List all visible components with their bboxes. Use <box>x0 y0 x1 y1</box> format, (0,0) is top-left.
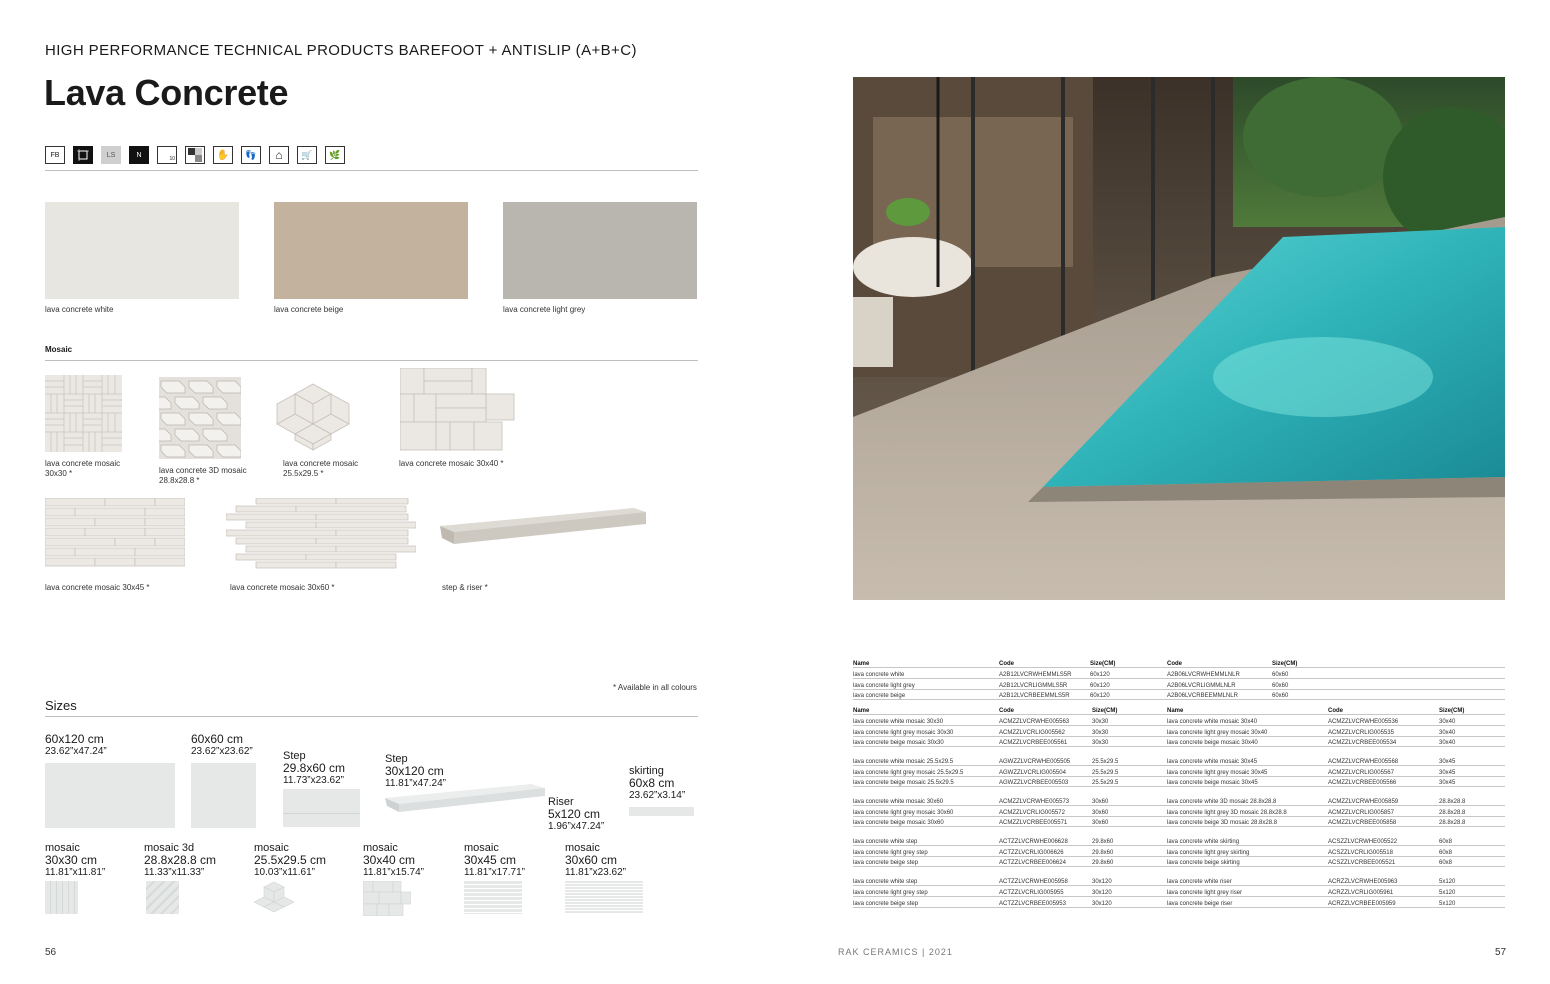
table-spacer-cell <box>853 787 999 795</box>
table-spacer-cell <box>1439 787 1505 795</box>
size-60x120-tile <box>45 763 175 828</box>
table-cell: 60x8 <box>1439 846 1505 857</box>
table-row <box>853 875 1505 886</box>
mosaic-size-30x40-name: mosaic <box>363 842 398 854</box>
table-cell: ACSZZLVCRLIG005518 <box>1328 846 1439 857</box>
table-cell: lava concrete beige riser <box>1167 896 1328 907</box>
sizes-heading: Sizes <box>45 698 77 713</box>
table-header-cell: Size(CM) <box>1272 657 1505 668</box>
mosaic-25x29-label: lava concrete mosaic 25.5x29.5 * <box>283 459 359 478</box>
mosaic-30x30-image <box>45 375 122 452</box>
table-group-gap <box>853 867 1505 875</box>
table-cell: lava concrete white riser <box>1167 875 1328 886</box>
table-cell: ACTZZLVCRBEE006624 <box>999 856 1092 867</box>
table-header-cell: Name <box>853 704 999 715</box>
mosaic-size-25x29 <box>254 842 326 879</box>
mosaic-size-30x60-cm: 30x60 cm <box>565 853 618 867</box>
table-cell: ACMZZLVCRBEE005534 <box>1328 736 1439 747</box>
spec-table-accessories <box>853 704 1505 908</box>
table-cell: ACTZZLVCRBEE005953 <box>999 896 1092 907</box>
feature-icons <box>45 146 345 164</box>
table-cell: lava concrete beige <box>853 689 999 700</box>
mosaic-size-30x60 <box>565 842 626 879</box>
table-spacer-cell <box>1167 867 1328 875</box>
table-row <box>853 755 1505 766</box>
size-step-29 <box>283 750 345 787</box>
table-cell: 30x30 <box>1092 725 1167 736</box>
size-riser <box>548 796 604 833</box>
table-spacer-cell <box>1328 867 1439 875</box>
mosaic-30x40-label: lava concrete mosaic 30x40 * <box>399 459 504 468</box>
catalog-supertitle: HIGH PERFORMANCE TECHNICAL PRODUCTS BAREFOOT + ANTISLIP (A+B+C) <box>45 42 637 59</box>
size-step-30-cm: 30x120 cm <box>385 764 444 778</box>
mosaic-3d-label: lava concrete 3D mosaic 28.8x28.8 * <box>159 466 247 485</box>
table-cell: ACMZZLVCRBEE005858 <box>1328 816 1439 827</box>
table-row <box>853 736 1505 747</box>
table-cell: ACSZZLVCRBEE005521 <box>1328 856 1439 867</box>
table-spacer-cell <box>1439 827 1505 835</box>
size-step-30-tile <box>385 784 545 824</box>
table-spacer-cell <box>1328 747 1439 755</box>
table-cell: lava concrete light grey mosaic 30x45 <box>1167 765 1328 776</box>
step-riser-image <box>440 504 646 546</box>
hand-icon: ✋ <box>213 146 233 164</box>
pool-photo <box>853 77 1505 600</box>
size-skirting-cm: 60x8 cm <box>629 776 675 790</box>
size-step-29-name: Step <box>283 750 306 762</box>
mosaic-size-30x45-cm: 30x45 cm <box>464 853 517 867</box>
table-spacer-cell <box>1092 867 1167 875</box>
table-row <box>853 795 1505 806</box>
table-spacer-cell <box>999 747 1092 755</box>
table-cell: 28.8x28.8 <box>1439 795 1505 806</box>
mosaic-size-30x60-name: mosaic <box>565 842 600 854</box>
mosaic-30x60-label: lava concrete mosaic 30x60 * <box>230 583 335 592</box>
table-group-gap <box>853 827 1505 835</box>
home-icon: ⌂ <box>269 146 289 164</box>
mosaic-3d-image <box>159 377 241 459</box>
size-60x120 <box>45 733 107 758</box>
size-step-29-tile <box>283 789 360 827</box>
table-cell: lava concrete light grey <box>853 678 999 689</box>
mosaic-size-30x40-inch: 11.81”x15.74” <box>363 867 424 878</box>
outdoor-icon: 🌿 <box>325 146 345 164</box>
table-row <box>853 715 1505 726</box>
table-cell: lava concrete light grey mosaic 30x60 <box>853 806 999 817</box>
table-cell: 30x40 <box>1439 736 1505 747</box>
table-cell: 5x120 <box>1439 886 1505 897</box>
table-cell: lava concrete white mosaic 30x30 <box>853 715 999 726</box>
mosaic-heading: Mosaic <box>45 345 73 354</box>
table-cell: 30x60 <box>1092 795 1167 806</box>
mosaic-size-30x30-name: mosaic <box>45 842 80 854</box>
table-cell: ACRZZLVCRLIG005961 <box>1328 886 1439 897</box>
table-cell: lava concrete white mosaic 30x45 <box>1167 755 1328 766</box>
table-cell: 30x60 <box>1092 806 1167 817</box>
table-spacer-cell <box>1092 747 1167 755</box>
size-step-30-inch: 11.81”x47.24” <box>385 778 446 789</box>
table-cell: 30x45 <box>1439 755 1505 766</box>
table-header-cell: Size(CM) <box>1439 704 1505 715</box>
table-cell: ACRZZLVCRWHE005963 <box>1328 875 1439 886</box>
table-cell: AGWZZLVCRLIG005504 <box>999 765 1092 776</box>
mosaic-size-30x45-inch: 11.81”x17.71” <box>464 867 525 878</box>
page-number-right: 57 <box>1495 947 1507 958</box>
table-row <box>853 886 1505 897</box>
n-icon: N <box>129 146 149 164</box>
table-spacer-cell <box>1167 747 1328 755</box>
size-skirting-tile <box>629 807 694 816</box>
table-cell: lava concrete white <box>853 668 999 679</box>
swatch-beige <box>274 202 468 299</box>
table-cell: 60x120 <box>1090 678 1167 689</box>
mosaic-size-30x30-cm: 30x30 cm <box>45 853 98 867</box>
swatch-label-beige: lava concrete beige <box>274 305 344 314</box>
table-cell: 30x120 <box>1092 896 1167 907</box>
table-cell: lava concrete light grey mosaic 30x40 <box>1167 725 1328 736</box>
table-row <box>853 856 1505 867</box>
mosaic-size-30x30-inch: 11.81”x11.81” <box>45 867 106 878</box>
table-spacer-cell <box>999 827 1092 835</box>
table-cell: A2B12LVCRLIGMMLS5R <box>999 678 1090 689</box>
mosaic-size-3d <box>144 842 216 879</box>
table-cell: ACSZZLVCRWHE005522 <box>1328 835 1439 846</box>
table-spacer-cell <box>853 747 999 755</box>
table-row <box>853 678 1505 689</box>
table-cell: ACMZZLVCRBEE005561 <box>999 736 1092 747</box>
table-cell: 30x30 <box>1092 715 1167 726</box>
table-cell: 30x120 <box>1092 875 1167 886</box>
table-cell: lava concrete white mosaic 25.5x29.5 <box>853 755 999 766</box>
swatch-light-grey <box>503 202 697 299</box>
availability-note: * Available in all colours <box>613 683 697 692</box>
table-cell: 29.8x60 <box>1092 846 1167 857</box>
table-cell: A2B12LVCRWHEMMLS5R <box>999 668 1090 679</box>
mosaic-size-3d-tile <box>146 881 179 914</box>
size-skirting-name: skirting <box>629 765 664 777</box>
mosaic-size-30x45-name: mosaic <box>464 842 499 854</box>
table-cell: 25.5x29.5 <box>1092 765 1167 776</box>
page-number-left: 56 <box>45 947 57 958</box>
table-cell: ACMZZLVCRWHE005859 <box>1328 795 1439 806</box>
table-cell: ACMZZLVCRLIG005857 <box>1328 806 1439 817</box>
table-cell: ACMZZLVCRLIG005567 <box>1328 765 1439 776</box>
table-cell: AGWZZLVCRWHE005505 <box>999 755 1092 766</box>
size-60x60-inch: 23.62”x23.62” <box>191 746 253 757</box>
table-group-gap <box>853 787 1505 795</box>
table-spacer-cell <box>853 827 999 835</box>
mosaic-size-30x45-tile <box>464 881 522 914</box>
size-riser-cm: 5x120 cm <box>548 807 601 821</box>
step-riser-label: step & riser * <box>442 583 488 592</box>
mosaic-25x29-image <box>275 382 352 452</box>
mosaic-size-3d-inch: 11.33”x11.33” <box>144 867 205 878</box>
table-cell: ACMZZLVCRLIG005535 <box>1328 725 1439 736</box>
table-cell: 30x45 <box>1439 776 1505 787</box>
mosaic-size-3d-name: mosaic 3d <box>144 842 195 854</box>
table-cell: lava concrete beige skirting <box>1167 856 1328 867</box>
table-spacer-cell <box>999 867 1092 875</box>
mosaic-size-30x60-tile <box>565 881 643 914</box>
table-cell: lava concrete beige mosaic 25.5x29.5 <box>853 776 999 787</box>
table-cell: A2B12LVCRBEEMMLS5R <box>999 689 1090 700</box>
table-spacer-cell <box>1439 747 1505 755</box>
table-cell: 60x8 <box>1439 835 1505 846</box>
mosaic-size-30x30 <box>45 842 105 879</box>
mosaic-size-3d-cm: 28.8x28.8 cm <box>144 853 217 867</box>
mosaic-size-30x45 <box>464 842 525 879</box>
table-spacer-cell <box>853 867 999 875</box>
size-60x120-inch: 23.62”x47.24” <box>45 746 107 757</box>
table-cell: lava concrete white skirting <box>1167 835 1328 846</box>
table-cell: lava concrete white mosaic 30x60 <box>853 795 999 806</box>
table-cell: 28.8x28.8 <box>1439 816 1505 827</box>
table-cell: ACTZZLVCRLIG005955 <box>999 886 1092 897</box>
size-60x60-cm: 60x60 cm <box>191 732 244 746</box>
table-header-cell: Name <box>853 657 999 668</box>
table-cell: 30x30 <box>1092 736 1167 747</box>
divider-mosaic <box>45 360 698 361</box>
table-spacer-cell <box>1328 827 1439 835</box>
table-row <box>853 776 1505 787</box>
table-spacer-cell <box>1092 787 1167 795</box>
table-cell: ACMZZLVCRWHE005563 <box>999 715 1092 726</box>
table-cell: lava concrete light grey step <box>853 886 999 897</box>
table-cell: lava concrete beige 3D mosaic 28.8x28.8 <box>1167 816 1328 827</box>
table-cell: 30x40 <box>1439 725 1505 736</box>
table-cell: lava concrete white step <box>853 835 999 846</box>
table-cell: lava concrete light grey mosaic 25.5x29.5 <box>853 765 999 776</box>
table-cell: 28.8x28.8 <box>1439 806 1505 817</box>
swatch-label-light-grey: lava concrete light grey <box>503 305 586 314</box>
page-title: Lava Concrete <box>44 72 289 113</box>
table-header-cell: Size(CM) <box>1092 704 1167 715</box>
table-cell: 60x120 <box>1090 689 1167 700</box>
size-step-29-inch: 11.73”x23.62” <box>283 775 344 786</box>
mosaic-size-25x29-name: mosaic <box>254 842 289 854</box>
table-cell: lava concrete white mosaic 30x40 <box>1167 715 1328 726</box>
table-cell: ACMZZLVCRWHE005536 <box>1328 715 1439 726</box>
table-cell: 30x40 <box>1439 715 1505 726</box>
size-60x60 <box>191 733 253 758</box>
table-row <box>853 846 1505 857</box>
table-cell: lava concrete white 3D mosaic 28.8x28.8 <box>1167 795 1328 806</box>
barefoot-icon: 👣 <box>241 146 261 164</box>
table-cell: 29.8x60 <box>1092 856 1167 867</box>
table-cell: lava concrete beige mosaic 30x40 <box>1167 736 1328 747</box>
table-header-row <box>853 657 1505 668</box>
mosaic-size-25x29-cm: 25.5x29.5 cm <box>254 853 327 867</box>
table-cell: lava concrete beige mosaic 30x45 <box>1167 776 1328 787</box>
size-60x120-cm: 60x120 cm <box>45 732 104 746</box>
table-cell: ACTZZLVCRWHE005958 <box>999 875 1092 886</box>
swatch-white <box>45 202 239 299</box>
table-cell: 60x120 <box>1090 668 1167 679</box>
mosaic-30x30-label: lava concrete mosaic 30x30 * <box>45 459 121 478</box>
table-cell: 60x60 <box>1272 668 1505 679</box>
table-cell: ACTZZLVCRWHE006628 <box>999 835 1092 846</box>
table-cell: 5x120 <box>1439 896 1505 907</box>
table-group-gap <box>853 747 1505 755</box>
table-cell: lava concrete light grey skirting <box>1167 846 1328 857</box>
divider-top <box>45 170 698 171</box>
table-cell: ACTZZLVCRLIG006626 <box>999 846 1092 857</box>
size-step-30-name: Step <box>385 753 408 765</box>
size-riser-inch: 1.96”x47.24” <box>548 821 605 832</box>
mosaic-size-30x30-tile <box>45 881 78 914</box>
mosaic-size-30x40-tile <box>363 881 411 916</box>
table-header-cell: Code <box>999 704 1092 715</box>
mosaic-size-25x29-tile <box>254 881 294 914</box>
table-cell: lava concrete white step <box>853 875 999 886</box>
table-cell: lava concrete light grey step <box>853 846 999 857</box>
ls-icon: LS <box>101 146 121 164</box>
thickness-icon-label: 10 <box>169 156 175 162</box>
table-cell: ACMZZLVCRLIG005572 <box>999 806 1092 817</box>
table-row <box>853 896 1505 907</box>
table-cell: lava concrete beige step <box>853 896 999 907</box>
table-cell: 25.5x29.5 <box>1092 755 1167 766</box>
table-header-cell: Code <box>1167 657 1272 668</box>
table-cell: AGWZZLVCRBEE005503 <box>999 776 1092 787</box>
mosaic-size-30x40-cm: 30x40 cm <box>363 853 416 867</box>
accessory-table-body <box>853 715 1505 907</box>
table-header-cell: Code <box>1328 704 1439 715</box>
fb-icon: FB <box>45 146 65 164</box>
table-cell: lava concrete beige mosaic 30x60 <box>853 816 999 827</box>
table-spacer-cell <box>1167 787 1328 795</box>
table-cell: 60x60 <box>1272 689 1505 700</box>
table-row <box>853 668 1505 679</box>
table-cell: lava concrete beige mosaic 30x30 <box>853 736 999 747</box>
mosaic-size-25x29-inch: 10.03”x11.61” <box>254 867 315 878</box>
mosaic-size-30x60-inch: 11.81”x23.62” <box>565 867 626 878</box>
table-cell: 60x8 <box>1439 856 1505 867</box>
mosaic-30x40-image <box>400 368 515 453</box>
swatch-label-white: lava concrete white <box>45 305 114 314</box>
size-60x60-tile <box>191 763 256 828</box>
table-cell: 30x45 <box>1439 765 1505 776</box>
thickness-icon <box>157 146 177 164</box>
divider-sizes <box>45 716 698 717</box>
mosaic-30x45-label: lava concrete mosaic 30x45 * <box>45 583 150 592</box>
table-header-cell: Size(CM) <box>1090 657 1167 668</box>
table-cell: 60x60 <box>1272 678 1505 689</box>
table-cell: lava concrete light grey riser <box>1167 886 1328 897</box>
table-cell: ACMZZLVCRBEE005566 <box>1328 776 1439 787</box>
table-cell: 30x120 <box>1092 886 1167 897</box>
mosaic-30x60-image <box>226 498 416 576</box>
table-spacer-cell <box>1167 827 1328 835</box>
table-row <box>853 689 1505 700</box>
spec-table-slabs <box>853 657 1505 700</box>
table-row <box>853 765 1505 776</box>
size-riser-name: Riser <box>548 796 574 808</box>
table-spacer-cell <box>999 787 1092 795</box>
table-cell: 30x60 <box>1092 816 1167 827</box>
table-row <box>853 806 1505 817</box>
table-cell: ACMZZLVCRLIG005562 <box>999 725 1092 736</box>
footer-brand: RAK CERAMICS | 2021 <box>838 947 953 957</box>
table-spacer-cell <box>1439 867 1505 875</box>
table-cell: ACMZZLVCRWHE005568 <box>1328 755 1439 766</box>
mosaic-30x45-image <box>45 498 185 574</box>
table-cell: 5x120 <box>1439 875 1505 886</box>
table-cell: lava concrete beige step <box>853 856 999 867</box>
table-header-cell: Code <box>999 657 1090 668</box>
rectified-icon <box>73 146 93 164</box>
table-cell: A2B06LVCRLIGMMLNLR <box>1167 678 1272 689</box>
table-cell: ACMZZLVCRBEE005571 <box>999 816 1092 827</box>
table-cell: A2B06LVCRWHEMMLNLR <box>1167 668 1272 679</box>
table-row <box>853 725 1505 736</box>
table-header-row <box>853 704 1505 715</box>
table-row <box>853 816 1505 827</box>
size-skirting <box>629 765 685 802</box>
table-header-cell: Name <box>1167 704 1328 715</box>
table-cell: 29.8x60 <box>1092 835 1167 846</box>
table-cell: lava concrete light grey mosaic 30x30 <box>853 725 999 736</box>
table-spacer-cell <box>1328 787 1439 795</box>
mosaic-size-30x40 <box>363 842 424 879</box>
table-cell: lava concrete light grey 3D mosaic 28.8x28.8 <box>1167 806 1328 817</box>
table-cell: ACMZZLVCRWHE005573 <box>999 795 1092 806</box>
size-skirting-inch: 23.62”x3.14” <box>629 790 686 801</box>
size-step-29-cm: 29.8x60 cm <box>283 761 346 775</box>
shade-variation-icon <box>185 146 205 164</box>
table-row <box>853 835 1505 846</box>
table-cell: 25.5x29.5 <box>1092 776 1167 787</box>
shop-icon: 🛒 <box>297 146 317 164</box>
table-cell: A2B06LVCRBEEMMLNLR <box>1167 689 1272 700</box>
table-spacer-cell <box>1092 827 1167 835</box>
table-cell: ACRZZLVCRBEE005959 <box>1328 896 1439 907</box>
